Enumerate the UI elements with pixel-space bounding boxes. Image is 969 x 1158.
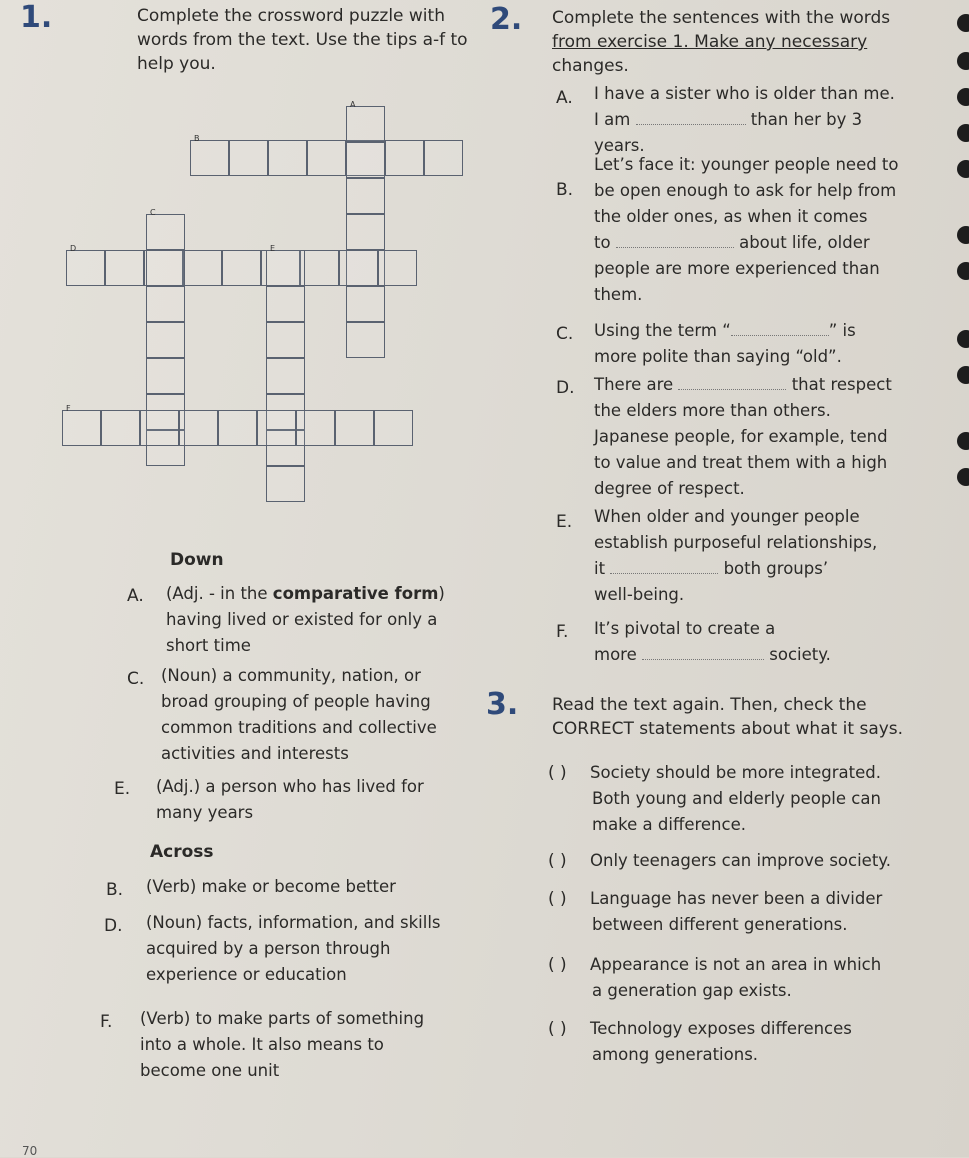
blank-b[interactable]: [616, 247, 734, 248]
across-clue-b: (Verb) make or become better: [146, 877, 396, 896]
crossword-cell[interactable]: [346, 142, 385, 178]
crossword-cell[interactable]: [266, 466, 305, 502]
crossword-cell[interactable]: [62, 410, 101, 446]
binder-holes: [929, 0, 969, 1157]
across-d-label: D.: [104, 916, 123, 936]
crossword-cell[interactable]: [257, 410, 296, 446]
crossword-cell[interactable]: [346, 286, 385, 322]
crossword-cell[interactable]: [374, 410, 413, 446]
ex2-b-label: B.: [556, 180, 574, 200]
ex2-f-label: F.: [556, 622, 569, 642]
statement-4: ( ) Appearance is not an area in which a generation gap exists.: [548, 952, 918, 1004]
binder-hole: [957, 124, 969, 142]
statement-5: ( ) Technology exposes differences among generations.: [548, 1016, 918, 1068]
crossword-clue-number: B: [194, 134, 200, 143]
exercise-2-instruction: Complete the sentences with the words from exercise 1. Make any necessary changes.: [552, 8, 891, 76]
ex2-item-d: There are that respect the elders more than others. Japanese people, for example, tend to value and treat them with a high degree of respect.: [594, 375, 892, 498]
crossword-cell[interactable]: [140, 410, 179, 446]
crossword-cell[interactable]: [146, 286, 185, 322]
down-clue-c: (Noun) a community, nation, or broad grouping of people having common traditions and collective activities and interests: [161, 666, 437, 763]
exercise-2-number: 2.: [490, 2, 523, 37]
crossword-cell[interactable]: [146, 214, 185, 250]
crossword-cell[interactable]: [218, 410, 257, 446]
crossword-cell[interactable]: [183, 250, 222, 286]
page-number: 70: [22, 1144, 38, 1158]
across-heading: Across: [150, 842, 214, 862]
ex2-item-f: It’s pivotal to create a more society.: [594, 619, 831, 664]
binder-hole: [957, 330, 969, 348]
binder-hole: [957, 88, 969, 106]
across-clue-f: (Verb) to make parts of something into a whole. It also means to become one unit: [140, 1009, 425, 1080]
blank-a[interactable]: [636, 124, 746, 125]
across-clue-d: (Noun) facts, information, and skills acquired by a person through experience or education: [146, 913, 441, 984]
binder-hole: [957, 52, 969, 70]
crossword-cell[interactable]: [346, 178, 385, 214]
down-c-label: C.: [127, 669, 145, 689]
crossword-cell[interactable]: [346, 322, 385, 358]
binder-hole: [957, 366, 969, 384]
binder-hole: [957, 226, 969, 244]
binder-hole: [957, 14, 969, 32]
crossword-cell[interactable]: [266, 250, 305, 286]
crossword-cell[interactable]: [335, 410, 374, 446]
crossword-cell[interactable]: [385, 140, 424, 176]
down-heading: Down: [170, 550, 224, 570]
crossword-clue-number: C: [150, 208, 156, 217]
statement-2: ( ) Only teenagers can improve society.: [548, 848, 918, 874]
crossword-cell[interactable]: [346, 106, 385, 142]
across-f-label: F.: [100, 1012, 113, 1032]
crossword-cell[interactable]: [146, 358, 185, 394]
exercise-1-instruction: Complete the crossword puzzle with words from the text. Use the tips a-f to help you.: [137, 6, 468, 74]
down-clue-a: (Adj. - in the comparative form) having lived or existed for only a short time: [166, 584, 445, 655]
ex2-item-e: When older and younger people establish purposeful relationships, it both groups’ well-being.: [594, 507, 878, 604]
binder-hole: [957, 468, 969, 486]
crossword-clue-number: A: [350, 100, 356, 109]
crossword-cell[interactable]: [66, 250, 105, 286]
binder-hole: [957, 432, 969, 450]
binder-hole: [957, 262, 969, 280]
ex2-item-a: I have a sister who is older than me. I am than her by 3 years.: [594, 84, 895, 155]
ex2-item-b: Let’s face it: younger people need to be open enough to ask for help from the older ones, as when it comes to about life, older people are more experienced than them.: [594, 155, 899, 304]
ex2-d-label: D.: [556, 378, 575, 398]
crossword-cell[interactable]: [378, 250, 417, 286]
blank-e[interactable]: [610, 573, 718, 574]
crossword-cell[interactable]: [229, 140, 268, 176]
crossword-cell[interactable]: [268, 140, 307, 176]
blank-c[interactable]: [731, 335, 829, 336]
ex2-e-label: E.: [556, 512, 573, 532]
statement-1: ( ) Society should be more integrated. Both young and elderly people can make a difference.: [548, 760, 918, 838]
crossword-cell[interactable]: [179, 410, 218, 446]
check-box-4[interactable]: ( ): [548, 955, 567, 975]
check-box-1[interactable]: ( ): [548, 763, 567, 783]
crossword-cell[interactable]: [146, 322, 185, 358]
ex2-a-label: A.: [556, 88, 573, 108]
crossword-cell[interactable]: [339, 250, 378, 286]
down-clue-e: (Adj.) a person who has lived for many years: [156, 777, 424, 822]
crossword-cell[interactable]: [105, 250, 144, 286]
check-box-5[interactable]: ( ): [548, 1019, 567, 1039]
blank-d[interactable]: [678, 389, 786, 390]
across-b-label: B.: [106, 880, 124, 900]
crossword-cell[interactable]: [300, 250, 339, 286]
crossword-clue-number: F: [66, 404, 71, 413]
blank-f[interactable]: [642, 659, 764, 660]
crossword-cell[interactable]: [307, 140, 346, 176]
crossword-cell[interactable]: [296, 410, 335, 446]
exercise-1-number: 1.: [20, 0, 53, 35]
crossword-cell[interactable]: [146, 250, 185, 286]
crossword-cell[interactable]: [266, 358, 305, 394]
down-a-label: A.: [127, 586, 144, 606]
crossword-cell[interactable]: [266, 322, 305, 358]
exercise-3-number: 3.: [486, 687, 519, 722]
crossword-cell[interactable]: [346, 214, 385, 250]
crossword-cell[interactable]: [222, 250, 261, 286]
crossword-clue-number: D: [70, 244, 77, 253]
crossword-cell[interactable]: [266, 286, 305, 322]
crossword-cell[interactable]: [424, 140, 463, 176]
check-box-2[interactable]: ( ): [548, 851, 567, 871]
exercise-3-instruction: Read the text again. Then, check the CORRECT statements about what it says.: [552, 695, 904, 739]
crossword-cell[interactable]: [101, 410, 140, 446]
binder-hole: [957, 160, 969, 178]
check-box-3[interactable]: ( ): [548, 889, 567, 909]
down-e-label: E.: [114, 779, 131, 799]
statement-3: ( ) Language has never been a divider between different generations.: [548, 886, 918, 938]
crossword-clue-number: E: [270, 244, 276, 253]
ex2-c-label: C.: [556, 324, 574, 344]
crossword-cell[interactable]: [190, 140, 229, 176]
ex2-item-c: Using the term “ ” is more polite than saying “old”.: [594, 321, 856, 366]
